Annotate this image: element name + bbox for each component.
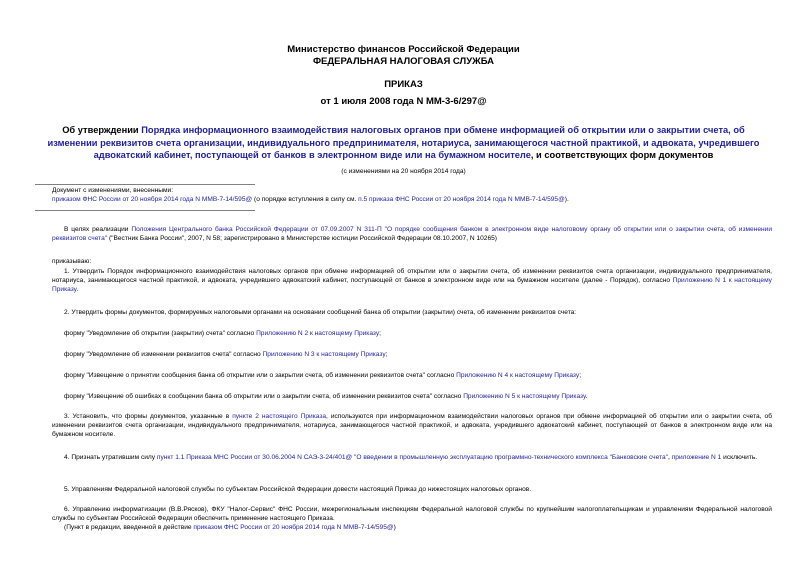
title-prefix: Об утверждении <box>62 125 142 135</box>
item-4-link-2[interactable]: Приказа МНС России от 30.06.2004 N САЭ-3-24/401@ "О введении в промышленную эксплуатацию программно-технического комплекса "Банковские счета" <box>186 454 669 461</box>
date-number-heading: от 1 июля 2008 года N ММ-3-6/297@ <box>320 96 487 107</box>
form-item <box>52 350 772 359</box>
item-2: 2. Утвердить формы документов, формируемых налоговыми органами на основании сообщений банка об открытии (закрытии) счета, об изменении реквизитов счета: <box>64 309 577 316</box>
form-item <box>52 371 772 380</box>
item-1-text: 1. Утвердить Порядок информационного взаимодействия налоговых органов при обмене информацией об открытии или о закрытии счета, об изменении реквизитов счета организации, индивидуального предпринимателя, нотариуса, занимающегося частной практикой, и адвоката, учредившего адвокатский кабинет, поступающей от банков в электронном виде или на бумажном носителе (далее - Порядок), согласно <box>52 268 772 284</box>
form-item-link[interactable]: Приложению N 5 к настоящему Приказу <box>463 393 586 400</box>
item-3 <box>52 412 772 439</box>
form-item-end: ; <box>579 372 582 379</box>
item-6-note-link[interactable]: приказом ФНС России от 20 ноября 2014 года N ММВ-7-14/595@ <box>193 524 394 531</box>
item-3-link[interactable]: пункте 2 настоящего Приказа <box>232 413 327 420</box>
item-6-note-end: ) <box>393 524 396 531</box>
form-item-end: ; <box>385 351 388 358</box>
preamble-link[interactable]: Положения Центрального банка Российской Федерации от 07.09.2007 N 311-П "О порядке сообщения банком в электронном виде налоговому органу об открытии или о закрытии счета, об изменении реквизитов счета" <box>52 226 773 242</box>
title-link[interactable]: Порядка информационного взаимодействия налоговых органов при обмене информацией об открытии или о закрытии счета, об изменении реквизитов счета организации, индивидуального предпринимателя, нотариуса, занимающегося частной практикой, и адвоката, учредившего адвокатский кабинет, поступающей от банков в электронном виде или на бумажном носителе <box>47 125 760 161</box>
changes-mid: (о порядке вступления в силу см. <box>252 196 359 203</box>
preamble-text-2: ("Вестник Банка России", 2007, N 58; зарегистрировано в Министерстве юстиции Российской Федерации 08.10.2007, N 10265) <box>107 235 497 242</box>
form-item <box>52 392 772 401</box>
preamble-paragraph <box>52 225 772 243</box>
changes-label: Документ с изменениями, внесенными: <box>52 187 174 194</box>
item-6-text: 6. Управлению информатизации (В.В.Рясков), ФКУ "Налог-Сервис" ФНС России, межрегиональным инспекциям Федеральной налоговой службы по крупнейшим налогоплательщикам и управлениям Федеральной налоговой службы по субъектам Российской Федерации обеспечить применение настоящего Приказа. <box>52 506 772 522</box>
form-item-link[interactable]: Приложению N 2 к настоящему Приказу <box>256 330 380 337</box>
item-6 <box>52 505 772 532</box>
form-item-end: ; <box>379 330 382 337</box>
service-heading: ФЕДЕРАЛЬНАЯ НАЛОГОВАЯ СЛУЖБА <box>312 56 495 67</box>
item-4-link-3[interactable]: приложение N 1 <box>671 454 722 461</box>
title-suffix: , и соответствующих форм документов <box>530 150 714 161</box>
item-1-link[interactable]: Приложению N 1 к настоящему Приказу <box>52 277 772 293</box>
form-item-text: форму "Уведомление об открытии (закрытии) счета" согласно <box>64 330 257 337</box>
item-3-end: , используются при информационном взаимодействии налоговых органов при обмене информацией об открытии или о закрытии счета, об изменении реквизитов счета организации, индивидуального предпринимателя, нотариуса, занимающегося частной практикой, и адвоката, учредившего адвокатский кабинет, поступающей от банков в электронном виде или на бумажном носителе. <box>52 413 772 438</box>
divider <box>35 210 255 211</box>
item-4-link-1[interactable]: пункт 1.1 <box>156 454 185 461</box>
item-1-end: . <box>76 286 79 293</box>
changes-end: ). <box>564 196 569 203</box>
form-item-text: форму "Уведомление об изменении реквизитов счета" согласно <box>64 351 263 358</box>
divider <box>35 184 255 185</box>
item-4-end: исключить. <box>721 454 758 461</box>
form-item-link[interactable]: Приложению N 3 к настоящему Приказу <box>262 351 386 358</box>
doc-type-heading: ПРИКАЗ <box>384 79 423 90</box>
item-6-note-text: (Пункт в редакции, введенной в действие <box>64 524 194 531</box>
item-3-text: 3. Установить, что формы документов, указанные в <box>64 413 233 420</box>
ministry-heading: Министерство финансов Российской Федерации <box>287 44 520 55</box>
changes-block <box>52 186 772 204</box>
item-4-text: 4. Признать утратившим силу <box>64 454 157 461</box>
changes-link-2[interactable]: п.5 приказа ФНС России от 20 ноября 2014 года N ММВ-7-14/595@ <box>358 196 565 203</box>
item-1 <box>52 267 772 294</box>
item-6-note <box>52 523 772 532</box>
form-item <box>52 329 772 338</box>
amended-note: (с изменениями на 20 ноября 2014 года) <box>341 168 466 175</box>
document-title <box>40 124 767 162</box>
item-5: 5. Управлениям Федеральной налоговой службы по субъектам Российской Федерации довести настоящий Приказ до нижестоящих налоговых органов. <box>64 486 532 493</box>
changes-line <box>52 195 772 204</box>
form-item-text: форму "Извещение об ошибках в сообщении банка об открытии или о закрытии счета, об изменении реквизитов счета" согласно <box>64 393 464 400</box>
item-4 <box>52 453 772 462</box>
form-item-end: . <box>585 393 588 400</box>
preamble-text-1: В целях реализации <box>64 226 132 233</box>
form-item-link[interactable]: Приложению N 4 к настоящему Приказу <box>456 372 580 379</box>
changes-link-1[interactable]: приказом ФНС России от 20 ноября 2014 года N ММВ-7-14/595@ <box>52 196 253 203</box>
item-4-comma: , <box>668 454 672 461</box>
order-word: приказываю: <box>52 258 92 265</box>
form-item-text: форму "Извещение о принятии сообщения банка об открытии или о закрытии счета, об изменении реквизитов счета" согласно <box>64 372 457 379</box>
